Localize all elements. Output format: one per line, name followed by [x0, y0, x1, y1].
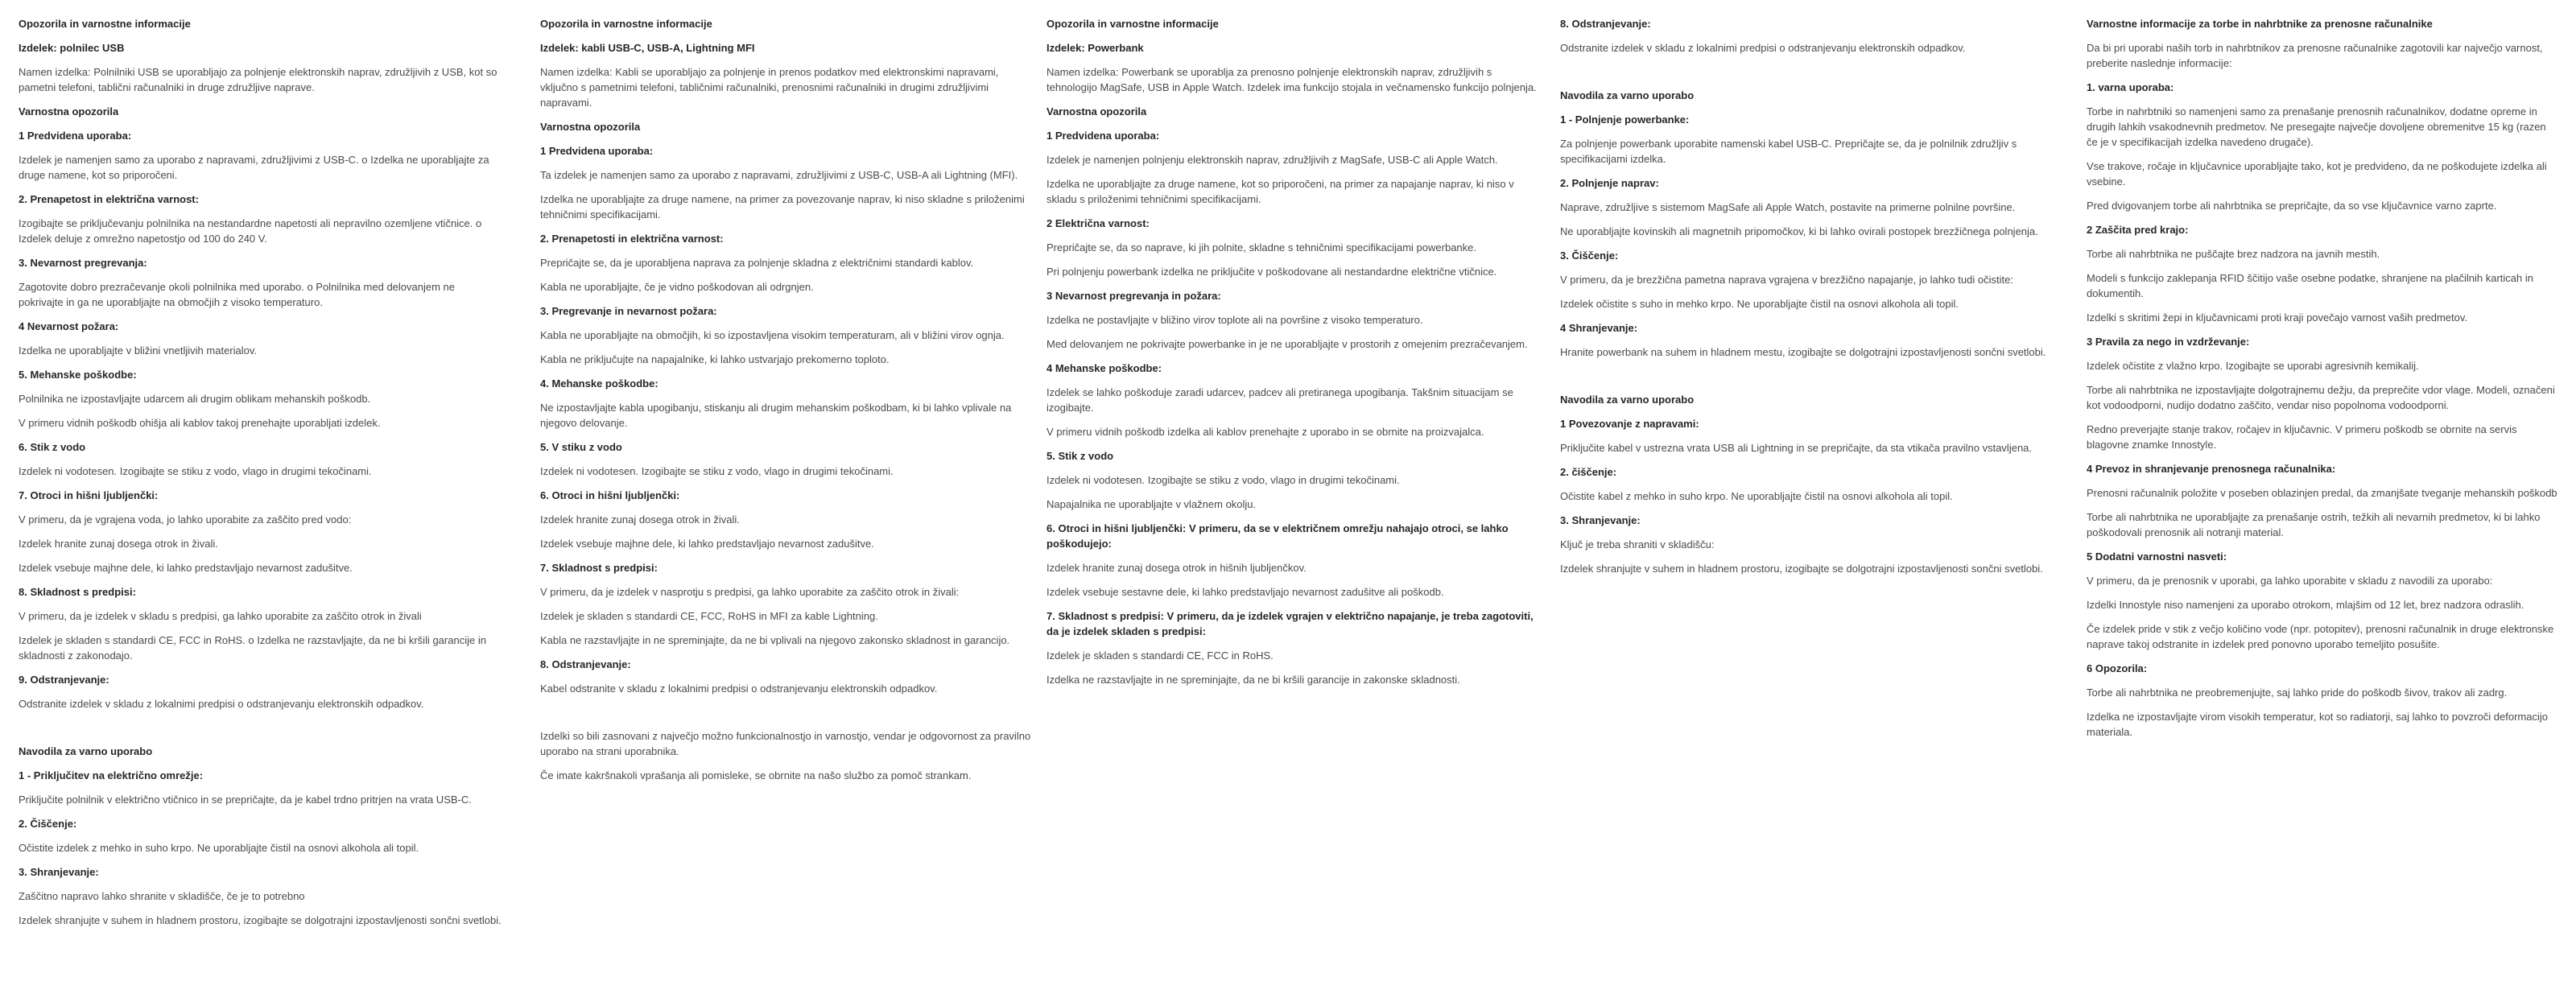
paragraph: V primeru, da je prenosnik v uporabi, ga lahko uporabite v skladu z navodili za uporabo: — [2087, 575, 2493, 587]
paragraph: Izdelka ne uporabljajte za druge namene, na primer za povezovanje naprav, ki niso skladne s priloženimi tehničnimi specifikacijami. — [540, 193, 1025, 221]
section-heading: Navodila za varno uporabo — [19, 745, 153, 757]
section-heading: 3 Nevarnost pregrevanja in požara: — [1046, 290, 1221, 302]
section-heading: Navodila za varno uporabo — [1560, 89, 1695, 101]
paragraph: V primeru, da je izdelek v nasprotju s predpisi, ga lahko uporabite za zaščito otrok in živali: — [540, 586, 960, 598]
section-heading: Varnostna opozorila — [1046, 105, 1147, 118]
section-heading: Izdelek: kabli USB-C, USB-A, Lightning MFI — [540, 42, 755, 54]
paragraph: Polnilnika ne izpostavljajte udarcem ali drugim oblikam mehanskih poškodb. — [19, 393, 371, 405]
paragraph: Očistite izdelek z mehko in suho krpo. Ne uporabljajte čistil na osnovi alkohola ali topil. — [19, 842, 419, 854]
section-heading: 6. Otroci in hišni ljubljenčki: V primeru, da se v električnem omrežju nahajajo otroci, se lahko poškodujejo: — [1046, 522, 1509, 550]
paragraph: Izdelek hranite zunaj dosega otrok in živali. — [540, 513, 740, 526]
paragraph: Izdelek shranjujte v suhem in hladnem prostoru, izogibajte se dolgotrajni izpostavljenosti sončni svetlobi. — [19, 914, 502, 926]
section-heading: 3 Pravila za nego in vzdrževanje: — [2087, 336, 2250, 348]
paragraph: Izdelek vsebuje majhne dele, ki lahko predstavljajo nevarnost zadušitve. — [19, 562, 353, 574]
paragraph: Izdelek vsebuje majhne dele, ki lahko predstavljajo nevarnost zadušitve. — [540, 538, 874, 550]
paragraph: Torbe in nahrbtniki so namenjeni samo za prenašanje prenosnih računalnikov, dodatne opreme in drugih lahkih vsakodnevnih predmetov. Ne presegajte največje dovoljene obremenitve 15 kg (razen če je v specifikacijah izdelka navedeno drugače). — [2087, 105, 2546, 148]
section-heading: 5. Mehanske poškodbe: — [19, 369, 137, 381]
section-heading: 1 Predvidena uporaba: — [1046, 130, 1160, 142]
column-usb-charger-warnings — [19, 16, 502, 937]
section-heading: 1 Predvidena uporaba: — [19, 130, 132, 142]
section-heading: 1. varna uporaba: — [2087, 81, 2174, 93]
paragraph: V primeru, da je vgrajena voda, jo lahko uporabite za zaščito pred vodo: — [19, 513, 352, 526]
paragraph: Izdelek očistite s suho in mehko krpo. Ne uporabljajte čistil na osnovi alkohola ali topil. — [1560, 298, 1959, 310]
paragraph: Izogibajte se priključevanju polnilnika na nestandardne napetosti ali nepravilno ozemljene vtičnice. o Izdelek deluje z omrežno napetostjo od 100 do 240 V. — [19, 217, 482, 245]
paragraph: Torbe ali nahrbtnika ne puščajte brez nadzora na javnih mestih. — [2087, 248, 2380, 260]
paragraph: Izdelek vsebuje sestavne dele, ki lahko predstavljajo nevarnost zadušitve ali poškodb. — [1046, 586, 1444, 598]
paragraph: Redno preverjajte stanje trakov, ročajev in ključavnic. V primeru poškodb se obrnite na servis blagovne znamke Innostyle. — [2087, 423, 2517, 451]
section-heading: Varnostna opozorila — [19, 105, 119, 118]
paragraph: Izdelek je skladen s standardi CE, FCC, RoHS in MFI za kable Lightning. — [540, 610, 878, 622]
section-heading: Izdelek: Powerbank — [1046, 42, 1144, 54]
paragraph: Izdelki s skritimi žepi in ključavnicami proti kraji povečajo varnost vaših predmetov. — [2087, 311, 2467, 324]
paragraph: Izdelek je skladen s standardi CE, FCC in RoHS. — [1046, 649, 1274, 662]
paragraph: Če imate kakršnakoli vprašanja ali pomisleke, se obrnite na našo službo za pomoč strankam. — [540, 769, 972, 781]
paragraph: Izdelka ne uporabljajte v bližini vnetljivih materialov. — [19, 344, 258, 357]
paragraph: Izdelek hranite zunaj dosega otrok in živali. — [19, 538, 218, 550]
paragraph: Torbe ali nahrbtnika ne preobremenjujte, saj lahko pride do poškodb šivov, trakov ali zadrg. — [2087, 686, 2508, 699]
section-heading: 8. Odstranjevanje: — [1560, 18, 1651, 30]
section-heading: 8. Odstranjevanje: — [540, 658, 631, 670]
section-heading: 2. Prenapetosti in električna varnost: — [540, 233, 724, 245]
paragraph: V primeru vidnih poškodb izdelka ali kablov prenehajte z uporabo in se obrnite na proizvajalca. — [1046, 426, 1484, 438]
section-heading: 1 - Priključitev na električno omrežje: — [19, 769, 204, 781]
section-heading: 5. V stiku z vodo — [540, 441, 622, 453]
paragraph: Kabel odstranite v skladu z lokalnimi predpisi o odstranjevanju elektronskih odpadkov. — [540, 682, 938, 695]
section-heading: 7. Skladnost s predpisi: — [540, 562, 658, 574]
section-heading: 3. Shranjevanje: — [1560, 514, 1641, 526]
section-heading: 7. Skladnost s predpisi: V primeru, da je izdelek vgrajen v električno napajanje, je treba zagotoviti, da je izdelek skladen s predpisi: — [1046, 610, 1534, 637]
section-heading: Opozorila in varnostne informacije — [540, 18, 712, 30]
paragraph: Izdelek ni vodotesen. Izogibajte se stiku z vodo, vlago in drugimi tekočinami. — [540, 465, 894, 477]
paragraph: Izdelka ne izpostavljajte virom visokih temperatur, kot so radiatorji, saj lahko to povzroči deformacijo materiala. — [2087, 711, 2548, 738]
paragraph: Prepričajte se, da so naprave, ki jih polnite, skladne s tehničnimi specifikacijami powerbanke. — [1046, 241, 1476, 254]
paragraph: Priključite kabel v ustrezna vrata USB ali Lightning in se prepričajte, da sta vtikača pravilno vstavljena. — [1560, 442, 2033, 454]
paragraph: Naprave, združljive s sistemom MagSafe ali Apple Watch, postavite na primerne polnilne površine. — [1560, 201, 2016, 213]
paragraph: Torbe ali nahrbtnika ne izpostavljajte dolgotrajnemu dežju, da preprečite vdor vlage. Modeli, označeni kot vodoodporni, nudijo dodatno zaščito, vendar niso popolnoma vodoodporni. — [2087, 384, 2555, 411]
section-heading: 7. Otroci in hišni ljubljenčki: — [19, 489, 159, 501]
section-heading: 1 - Polnjenje powerbanke: — [1560, 113, 1690, 126]
paragraph: Izdelka ne uporabljajte za druge namene, kot so priporočeni, na primer za napajanje naprav, ki niso v skladu s priloženimi tehničnimi specifikacijami. — [1046, 178, 1514, 205]
column-usb-cables-warnings — [540, 16, 1033, 792]
section-heading: 3. Čiščenje: — [1560, 249, 1619, 262]
section-heading: 2 Električna varnost: — [1046, 217, 1150, 229]
section-heading: 3. Nevarnost pregrevanja: — [19, 257, 147, 269]
paragraph: Med delovanjem ne pokrivajte powerbanke in je ne uporabljajte v prostorih z omejenim prezračevanjem. — [1046, 338, 1528, 350]
paragraph: Hranite powerbank na suhem in hladnem mestu, izogibajte se dolgotrajni izpostavljenosti sončni svetlobi. — [1560, 346, 2046, 358]
column-powerbank-warnings — [1046, 16, 1541, 696]
paragraph: Izdelek je namenjen polnjenju elektronskih naprav, združljivih z MagSafe, USB-C ali Apple Watch. — [1046, 154, 1498, 166]
column-powerbank-usage-instructions — [1560, 16, 2046, 585]
paragraph: Modeli s funkcijo zaklepanja RFID ščitijo vaše osebne podatke, shranjene na plačilnih karticah in dokumentih. — [2087, 272, 2533, 299]
paragraph: Pri polnjenju powerbank izdelka ne priključite v poškodovane ali nestandardne električne vtičnice. — [1046, 266, 1497, 278]
section-heading: 8. Skladnost s predpisi: — [19, 586, 136, 598]
paragraph: Ne izpostavljajte kabla upogibanju, stiskanju ali drugim mehanskim poškodbam, ki bi lahko vplivale na njegovo delovanje. — [540, 402, 1012, 429]
paragraph: Napajalnika ne uporabljajte v vlažnem okolju. — [1046, 498, 1257, 510]
section-heading: Izdelek: polnilec USB — [19, 42, 125, 54]
section-heading: 2. Polnjenje naprav: — [1560, 177, 1659, 189]
paragraph: Izdelka ne razstavljajte in ne spreminjajte, da ne bi kršili garancije in zakonske skladnosti. — [1046, 674, 1460, 686]
paragraph: Izdelka ne postavljajte v bližino virov toplote ali na površine z visoko temperaturo. — [1046, 314, 1423, 326]
paragraph: Izdelek je namenjen samo za uporabo z napravami, združljivimi z USB-C. o Izdelka ne uporabljajte za druge namene, kot so priporočeni. — [19, 154, 489, 181]
section-heading: 1 Povezovanje z napravami: — [1560, 418, 1699, 430]
section-heading: 4 Shranjevanje: — [1560, 322, 1638, 334]
paragraph: Izdelki Innostyle niso namenjeni za uporabo otrokom, mlajšim od 12 let, brez nadzora odraslih. — [2087, 599, 2524, 611]
section-heading: 3. Pregrevanje in nevarnost požara: — [540, 305, 717, 317]
paragraph: Odstranite izdelek v skladu z lokalnimi predpisi o odstranjevanju elektronskih odpadkov. — [1560, 42, 1966, 54]
section-heading: Opozorila in varnostne informacije — [1046, 18, 1219, 30]
section-heading: 4 Mehanske poškodbe: — [1046, 362, 1162, 374]
paragraph: Prenosni računalnik položite v poseben oblazinjen predal, da zmanjšate tveganje mehanskih poškodb — [2087, 487, 2557, 499]
section-heading: Varnostne informacije za torbe in nahrbtnike za prenosne računalnike — [2087, 18, 2433, 30]
paragraph: Da bi pri uporabi naših torb in nahrbtnikov za prenosne računalnike zagotovili kar največjo varnost, preberite naslednje informacije: — [2087, 42, 2543, 69]
column-laptop-bags-safety — [2087, 16, 2558, 748]
section-heading: 4 Prevoz in shranjevanje prenosnega računalnika: — [2087, 463, 2336, 475]
paragraph: Odstranite izdelek v skladu z lokalnimi predpisi o odstranjevanju elektronskih odpadkov. — [19, 698, 424, 710]
paragraph: Očistite kabel z mehko in suho krpo. Ne uporabljajte čistil na osnovi alkohola ali topil. — [1560, 490, 1953, 502]
paragraph: Izdelek je skladen s standardi CE, FCC in RoHS. o Izdelka ne razstavljajte, da ne bi kršili garancije in skladnosti z zakonodajo. — [19, 634, 486, 662]
paragraph: Izdelek ni vodotesen. Izogibajte se stiku z vodo, vlago in drugimi tekočinami. — [19, 465, 372, 477]
paragraph: V primeru, da je izdelek v skladu s predpisi, ga lahko uporabite za zaščito otrok in živali — [19, 610, 422, 622]
paragraph: Izdelek se lahko poškoduje zaradi udarcev, padcev ali pretiranega upogibanja. Takšnim situacijam se izogibajte. — [1046, 386, 1513, 414]
paragraph: Ta izdelek je namenjen samo za uporabo z napravami, združljivimi z USB-C, USB-A ali Lightning (MFI). — [540, 169, 1018, 181]
section-heading: 2. čiščenje: — [1560, 466, 1617, 478]
paragraph: Prepričajte se, da je uporabljena naprava za polnjenje skladna z električnimi standardi kablov. — [540, 257, 974, 269]
paragraph: Pred dvigovanjem torbe ali nahrbtnika se prepričajte, da so vse ključavnice varno zaprte. — [2087, 200, 2497, 212]
paragraph: V primeru, da je brezžična pametna naprava vgrajena v brezžično napajanje, jo lahko tudi očistite: — [1560, 274, 2013, 286]
paragraph: Za polnjenje powerbank uporabite namenski kabel USB-C. Prepričajte se, da je polnilnik združljiv s specifikacijami izdelka. — [1560, 138, 2017, 165]
section-heading: 2 Zaščita pred krajo: — [2087, 224, 2189, 236]
section-heading: 5 Dodatni varnostni nasveti: — [2087, 550, 2227, 563]
section-heading: Opozorila in varnostne informacije — [19, 18, 191, 30]
paragraph: Izdelek ni vodotesen. Izogibajte se stiku z vodo, vlago in drugimi tekočinami. — [1046, 474, 1400, 486]
paragraph: Torbe ali nahrbtnika ne uporabljajte za prenašanje ostrih, težkih ali nevarnih predmetov, ki bi lahko poškodovali prenosnik ali notranji material. — [2087, 511, 2541, 538]
paragraph: Vse trakove, ročaje in ključavnice uporabljajte tako, kot je predvideno, da ne poškodujete izdelka ali vsebine. — [2087, 160, 2547, 188]
section-heading: Varnostna opozorila — [540, 121, 641, 133]
section-heading: 2. Prenapetost in električna varnost: — [19, 193, 199, 205]
paragraph: Kabla ne razstavljajte in ne spreminjajte, da ne bi vplivali na njegovo zakonsko skladnost in garancijo. — [540, 634, 1010, 646]
paragraph: Izdelek hranite zunaj dosega otrok in hišnih ljubljenčkov. — [1046, 562, 1307, 574]
paragraph: Ključ je treba shraniti v skladišču: — [1560, 538, 1715, 550]
section-heading: 4 Nevarnost požara: — [19, 320, 119, 332]
paragraph: Ne uporabljajte kovinskih ali magnetnih pripomočkov, ki bi lahko ovirali postopek brezžičnega polnjenja. — [1560, 225, 2038, 237]
section-heading: 3. Shranjevanje: — [19, 866, 99, 878]
paragraph: Kabla ne priključujte na napajalnike, ki lahko ustvarjajo prekomerno toploto. — [540, 353, 890, 365]
paragraph: Izdelek očistite z vlažno krpo. Izogibajte se uporabi agresivnih kemikalij. — [2087, 360, 2419, 372]
paragraph: V primeru vidnih poškodb ohišja ali kablov takoj prenehajte uporabljati izdelek. — [19, 417, 381, 429]
paragraph: Kabla ne uporabljajte na območjih, ki so izpostavljena visokim temperaturam, ali v bližini virov ognja. — [540, 329, 1005, 341]
section-heading: 1 Predvidena uporaba: — [540, 145, 654, 157]
paragraph: Izdelki so bili zasnovani z največjo možno funkcionalnostjo in varnostjo, vendar je odgovornost za pravilno uporabo na strani uporabnika. — [540, 730, 1031, 757]
paragraph: Zagotovite dobro prezračevanje okoli polnilnika med uporabo. o Polnilnika med delovanjem ne pokrivajte in ga ne uporabljajte na območjih z visoko temperaturo. — [19, 281, 455, 308]
section-heading: 9. Odstranjevanje: — [19, 674, 109, 686]
paragraph: Priključite polnilnik v električno vtičnico in se prepričajte, da je kabel trdno pritrjen na vrata USB-C. — [19, 794, 472, 806]
paragraph: Izdelek shranjujte v suhem in hladnem prostoru, izogibajte se dolgotrajni izpostavljenosti sončni svetlobi. — [1560, 563, 2043, 575]
section-heading: 4. Mehanske poškodbe: — [540, 377, 658, 390]
paragraph: Namen izdelka: Polnilniki USB se uporabljajo za polnjenje elektronskih naprav, združljivih z USB, kot so pametni telefoni, tablični računalniki in druge združljive naprave. — [19, 66, 497, 93]
paragraph: Če izdelek pride v stik z večjo količino vode (npr. potopitev), prenosni računalnik in druge elektronske naprave takoj odstranite in izdelek pred ponovno uporabo temeljito posušite. — [2087, 623, 2554, 650]
section-heading: 6 Opozorila: — [2087, 662, 2148, 674]
section-heading: 6. Stik z vodo — [19, 441, 86, 453]
section-heading: 2. Čiščenje: — [19, 818, 77, 830]
section-heading: 5. Stik z vodo — [1046, 450, 1114, 462]
paragraph: Namen izdelka: Powerbank se uporablja za prenosno polnjenje elektronskih naprav, združljivih s tehnologijo MagSafe, USB in Apple Watch. Izdelek ima funkcijo stojala in večnamensko funkcijo polnjenja. — [1046, 66, 1537, 93]
paragraph: Kabla ne uporabljajte, če je vidno poškodovan ali odrgnjen. — [540, 281, 814, 293]
section-heading: Navodila za varno uporabo — [1560, 394, 1695, 406]
paragraph: Zaščitno napravo lahko shranite v skladišče, če je to potrebno — [19, 890, 305, 902]
section-heading: 6. Otroci in hišni ljubljenčki: — [540, 489, 680, 501]
paragraph: Namen izdelka: Kabli se uporabljajo za polnjenje in prenos podatkov med elektronskimi napravami, vključno s pametnimi telefoni, tabličnimi računalniki, prenosnimi računalniki in drugimi združljivimi napravami. — [540, 66, 999, 109]
